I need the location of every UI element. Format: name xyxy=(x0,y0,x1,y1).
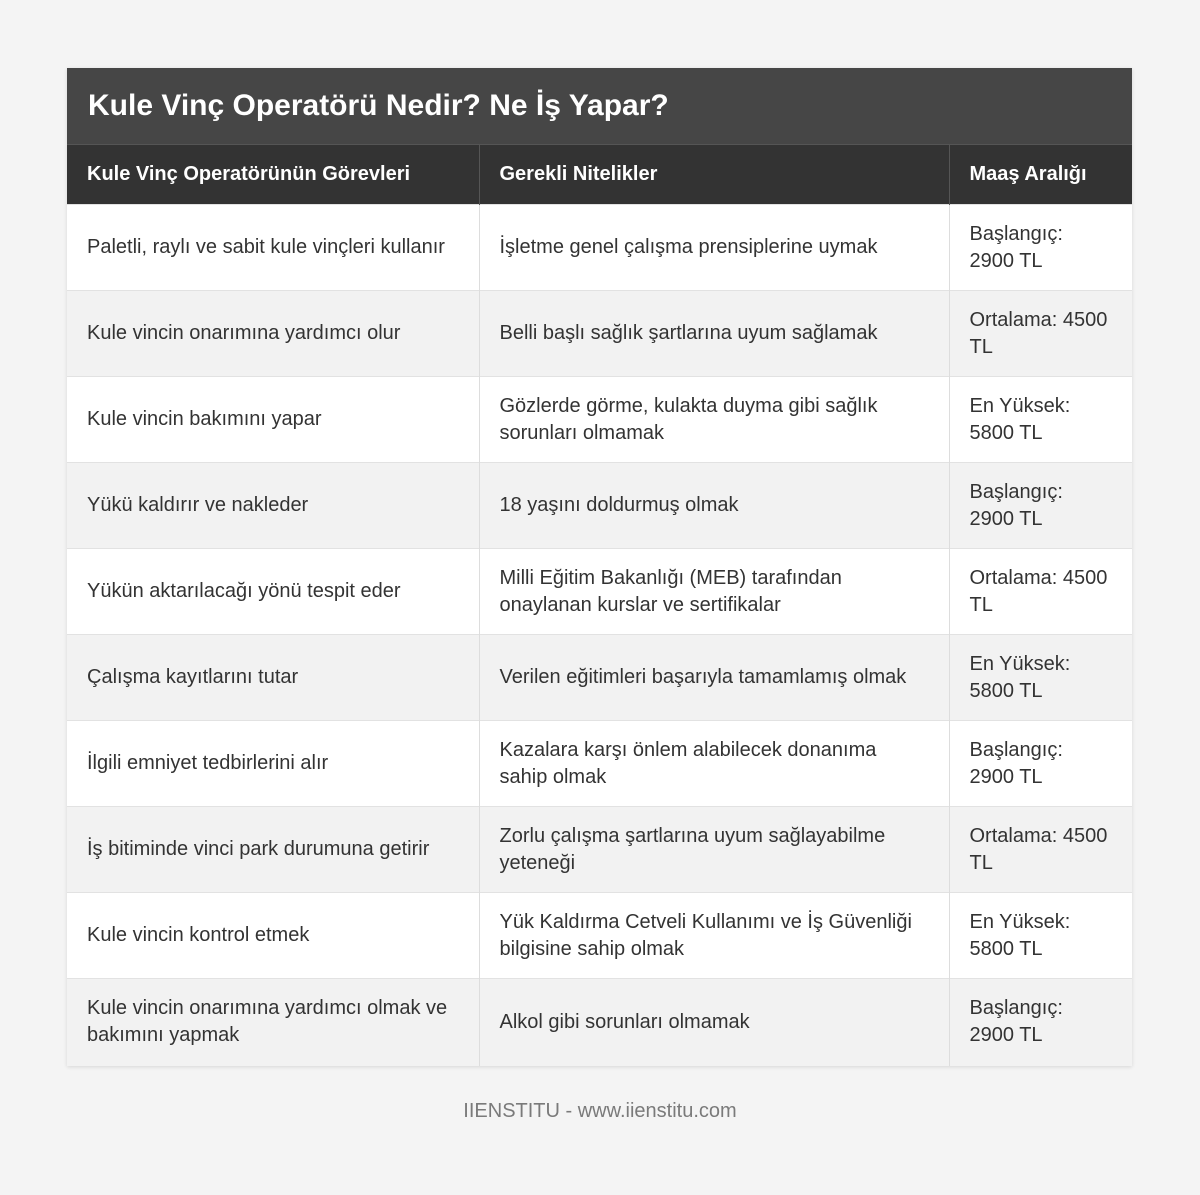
table-row xyxy=(67,635,1132,721)
cell-salary: En Yüksek: 5800 TL xyxy=(949,635,1132,721)
column-header-qualifications: Gerekli Nitelikler xyxy=(479,145,949,205)
cell-salary: En Yüksek: 5800 TL xyxy=(949,377,1132,463)
table-row xyxy=(67,291,1132,377)
cell-qualification: Alkol gibi sorunları olmamak xyxy=(479,979,949,1066)
page-title: Kule Vinç Operatörü Nedir? Ne İş Yapar? xyxy=(88,89,669,122)
cell-salary: Başlangıç: 2900 TL xyxy=(949,463,1132,549)
cell-qualification: Zorlu çalışma şartlarına uyum sağlayabilme yeteneği xyxy=(479,807,949,893)
title-bar xyxy=(67,68,1132,144)
column-header-duties: Kule Vinç Operatörünün Görevleri xyxy=(67,145,479,205)
table-row xyxy=(67,721,1132,807)
cell-duty: Paletli, raylı ve sabit kule vinçleri kullanır xyxy=(67,205,479,291)
table-row xyxy=(67,205,1132,291)
cell-qualification: Belli başlı sağlık şartlarına uyum sağlamak xyxy=(479,291,949,377)
cell-salary: En Yüksek: 5800 TL xyxy=(949,893,1132,979)
column-header-salary: Maaş Aralığı xyxy=(949,145,1132,205)
cell-qualification: 18 yaşını doldurmuş olmak xyxy=(479,463,949,549)
table-row xyxy=(67,377,1132,463)
footer-credit: IIENSTITU - www.iienstitu.com xyxy=(463,1100,737,1122)
table-row xyxy=(67,463,1132,549)
cell-duty: Kule vincin bakımını yapar xyxy=(67,377,479,463)
cell-salary: Başlangıç: 2900 TL xyxy=(949,979,1132,1066)
table-row xyxy=(67,893,1132,979)
table-row xyxy=(67,979,1132,1066)
cell-salary: Ortalama: 4500 TL xyxy=(949,549,1132,635)
cell-qualification: Gözlerde görme, kulakta duyma gibi sağlık sorunları olmamak xyxy=(479,377,949,463)
cell-duty: Kule vincin onarımına yardımcı olmak ve bakımını yapmak xyxy=(67,979,479,1066)
table-card xyxy=(67,68,1132,1066)
cell-duty: İş bitiminde vinci park durumuna getirir xyxy=(67,807,479,893)
table-row xyxy=(67,807,1132,893)
cell-qualification: Kazalara karşı önlem alabilecek donanıma sahip olmak xyxy=(479,721,949,807)
table-header-row xyxy=(67,145,1132,205)
cell-qualification: Yük Kaldırma Cetveli Kullanımı ve İş Güvenliği bilgisine sahip olmak xyxy=(479,893,949,979)
cell-duty: Çalışma kayıtlarını tutar xyxy=(67,635,479,721)
cell-salary: Başlangıç: 2900 TL xyxy=(949,721,1132,807)
cell-qualification: Verilen eğitimleri başarıyla tamamlamış olmak xyxy=(479,635,949,721)
table-row xyxy=(67,549,1132,635)
cell-qualification: İşletme genel çalışma prensiplerine uymak xyxy=(479,205,949,291)
cell-duty: İlgili emniyet tedbirlerini alır xyxy=(67,721,479,807)
cell-salary: Başlangıç: 2900 TL xyxy=(949,205,1132,291)
cell-duty: Kule vincin kontrol etmek xyxy=(67,893,479,979)
cell-qualification: Milli Eğitim Bakanlığı (MEB) tarafından onaylanan kurslar ve sertifikalar xyxy=(479,549,949,635)
cell-salary: Ortalama: 4500 TL xyxy=(949,291,1132,377)
cell-duty: Kule vincin onarımına yardımcı olur xyxy=(67,291,479,377)
cell-duty: Yükün aktarılacağı yönü tespit eder xyxy=(67,549,479,635)
info-table xyxy=(67,144,1132,1066)
cell-salary: Ortalama: 4500 TL xyxy=(949,807,1132,893)
cell-duty: Yükü kaldırır ve nakleder xyxy=(67,463,479,549)
